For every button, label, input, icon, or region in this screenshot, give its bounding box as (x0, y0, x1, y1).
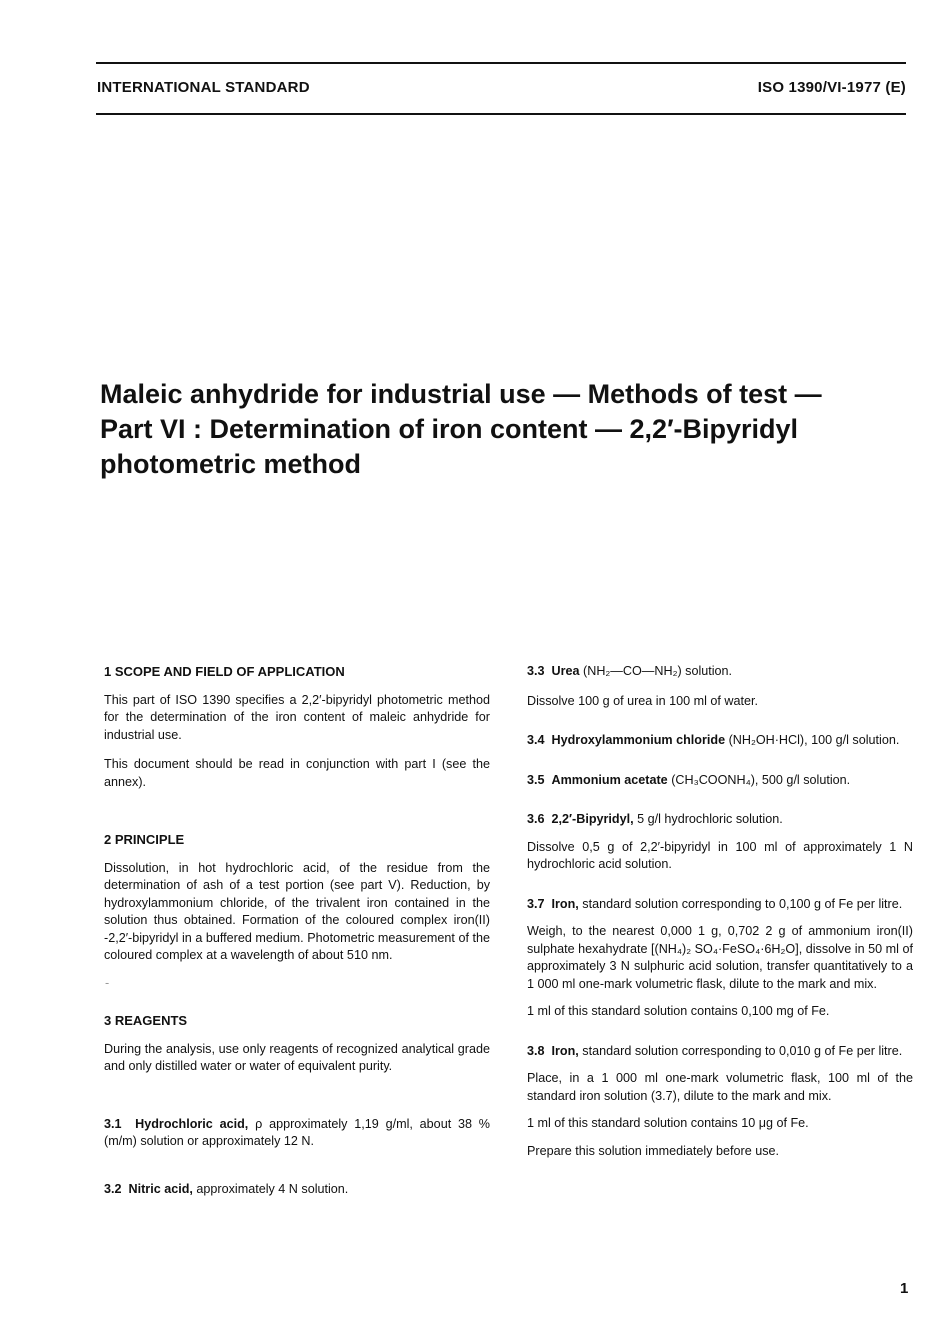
reagent-3-6 (527, 811, 913, 829)
reagent-3-8-number: 3.8 (527, 1043, 545, 1058)
reagent-3-7-instructions: Weigh, to the nearest 0,000 1 g, 0,702 2 g of ammonium iron(II) sulphate hexahydrate [(NH₄)₂ SO₄·FeSO₄·6H₂O], dissolve in 50 ml of approximately 3 N sulphuric acid solution, transfer quantitatively to a 1 000 ml one-mark volumetric flask, dilute to the mark and mix. (527, 924, 913, 991)
reagent-3-7 (527, 896, 913, 914)
reagent-3-5-number: 3.5 (527, 772, 545, 787)
reagent-3-2 (104, 1181, 490, 1199)
reagent-3-2-text: approximately 4 N solution. (192, 1181, 349, 1196)
section-3-paragraph: During the analysis, use only reagents of recognized analytical grade and only distilled water or water of equivalent purity. (104, 1041, 490, 1073)
reagent-3-6-text: 5 g/l hydrochloric solution. (633, 812, 783, 826)
reagent-3-8 (527, 1043, 913, 1061)
reagent-3-2-name: Nitric acid, (128, 1181, 193, 1196)
reagent-3-8-name: Iron, (551, 1043, 579, 1058)
reagent-3-2-number: 3.2 (104, 1181, 122, 1196)
reagent-3-4 (527, 732, 913, 750)
reagent-3-6-instructions: Dissolve 0,5 g of 2,2′-bipyridyl in 100 ml of approximately 1 N hydrochloric acid solution. (527, 839, 913, 871)
reagent-3-1-text: ρ approximately 1,19 g/ml, about 38 % (m/m) solution or approximately 12 N. (104, 1116, 491, 1148)
header-standard-label: INTERNATIONAL STANDARD (97, 79, 310, 96)
reagent-3-8-content-note: 1 ml of this standard solution contains 10 μg of Fe. (527, 1116, 809, 1130)
stray-dash-mark: - (105, 975, 110, 990)
reagent-3-1-name: Hydrochloric acid, (135, 1116, 249, 1131)
section-2-heading: 2 PRINCIPLE (104, 832, 185, 847)
document-title (100, 377, 880, 482)
reagent-3-1-number: 3.1 (104, 1116, 122, 1131)
section-3-heading: 3 REAGENTS (104, 1013, 188, 1028)
reagent-3-7-name: Iron, (551, 896, 579, 911)
title-line-1: Maleic anhydride for industrial use — Methods of test — (100, 379, 822, 409)
reagent-3-8-preparation-note: Prepare this solution immediately before use. (527, 1143, 780, 1158)
reagent-3-6-name: 2,2′-Bipyridyl, (551, 812, 634, 826)
left-column (104, 663, 490, 1198)
reagent-3-3-text: (NH₂—CO—NH₂) solution. (579, 664, 733, 678)
reagent-3-4-name: Hydroxylammonium chloride (551, 733, 726, 747)
reagent-3-3-name: Urea (551, 664, 580, 678)
reagent-3-5 (527, 772, 913, 790)
reagent-3-1 (104, 1116, 490, 1151)
reagent-3-6-number: 3.6 (527, 812, 545, 826)
reagent-3-7-content-note: 1 ml of this standard solution contains 0,100 mg of Fe. (527, 1004, 830, 1018)
reagent-3-4-text: (NH₂OH·HCl), 100 g/l solution. (725, 733, 900, 747)
header-bottom-rule (96, 113, 906, 115)
header-top-rule (96, 62, 906, 64)
section-1-paragraph-2: This document should be read in conjunction with part I (see the annex). (104, 757, 490, 789)
section-1-paragraph-1: This part of ISO 1390 specifies a 2,2′-bipyridyl photometric method for the determination of the iron content of maleic anhydride for industrial use. (104, 692, 490, 742)
reagent-3-5-text: (CH₃COONH₄), 500 g/l solution. (667, 772, 851, 787)
section-2-paragraph: Dissolution, in hot hydrochloric acid, of the residue from the determination of ash of a test portion (see part V). Reduction, by hydroxylammonium chloride, of the trivalent iron contained in the solution thus obtained. Formation of the coloured complex iron(II) -2,2′-bipyridyl in a buffered medium. Photometric measurement of the coloured complex at a wavelength of about 510 nm. (104, 860, 490, 962)
header-document-number: ISO 1390/VI-1977 (E) (757, 79, 906, 96)
reagent-3-3-number: 3.3 (527, 664, 545, 678)
reagent-3-7-text: standard solution corresponding to 0,100 g of Fe per litre. (578, 896, 903, 911)
right-column (527, 663, 913, 1160)
reagent-3-7-number: 3.7 (527, 896, 545, 911)
reagent-3-3 (527, 663, 913, 681)
reagent-3-4-number: 3.4 (527, 733, 545, 747)
title-line-3: photometric method (100, 449, 361, 479)
section-1-heading: 1 SCOPE AND FIELD OF APPLICATION (104, 664, 345, 679)
reagent-3-5-name: Ammonium acetate (551, 772, 668, 787)
page-number: 1 (900, 1280, 909, 1297)
reagent-3-3-instructions: Dissolve 100 g of urea in 100 ml of water. (527, 693, 759, 708)
reagent-3-8-instructions: Place, in a 1 000 ml one-mark volumetric flask, 100 ml of the standard iron solution (3.7), dilute to the mark and mix. (527, 1071, 913, 1103)
title-line-2: Part VI : Determination of iron content — 2,2′-Bipyridyl (100, 414, 799, 444)
reagent-3-8-text: standard solution corresponding to 0,010 g of Fe per litre. (578, 1043, 903, 1058)
